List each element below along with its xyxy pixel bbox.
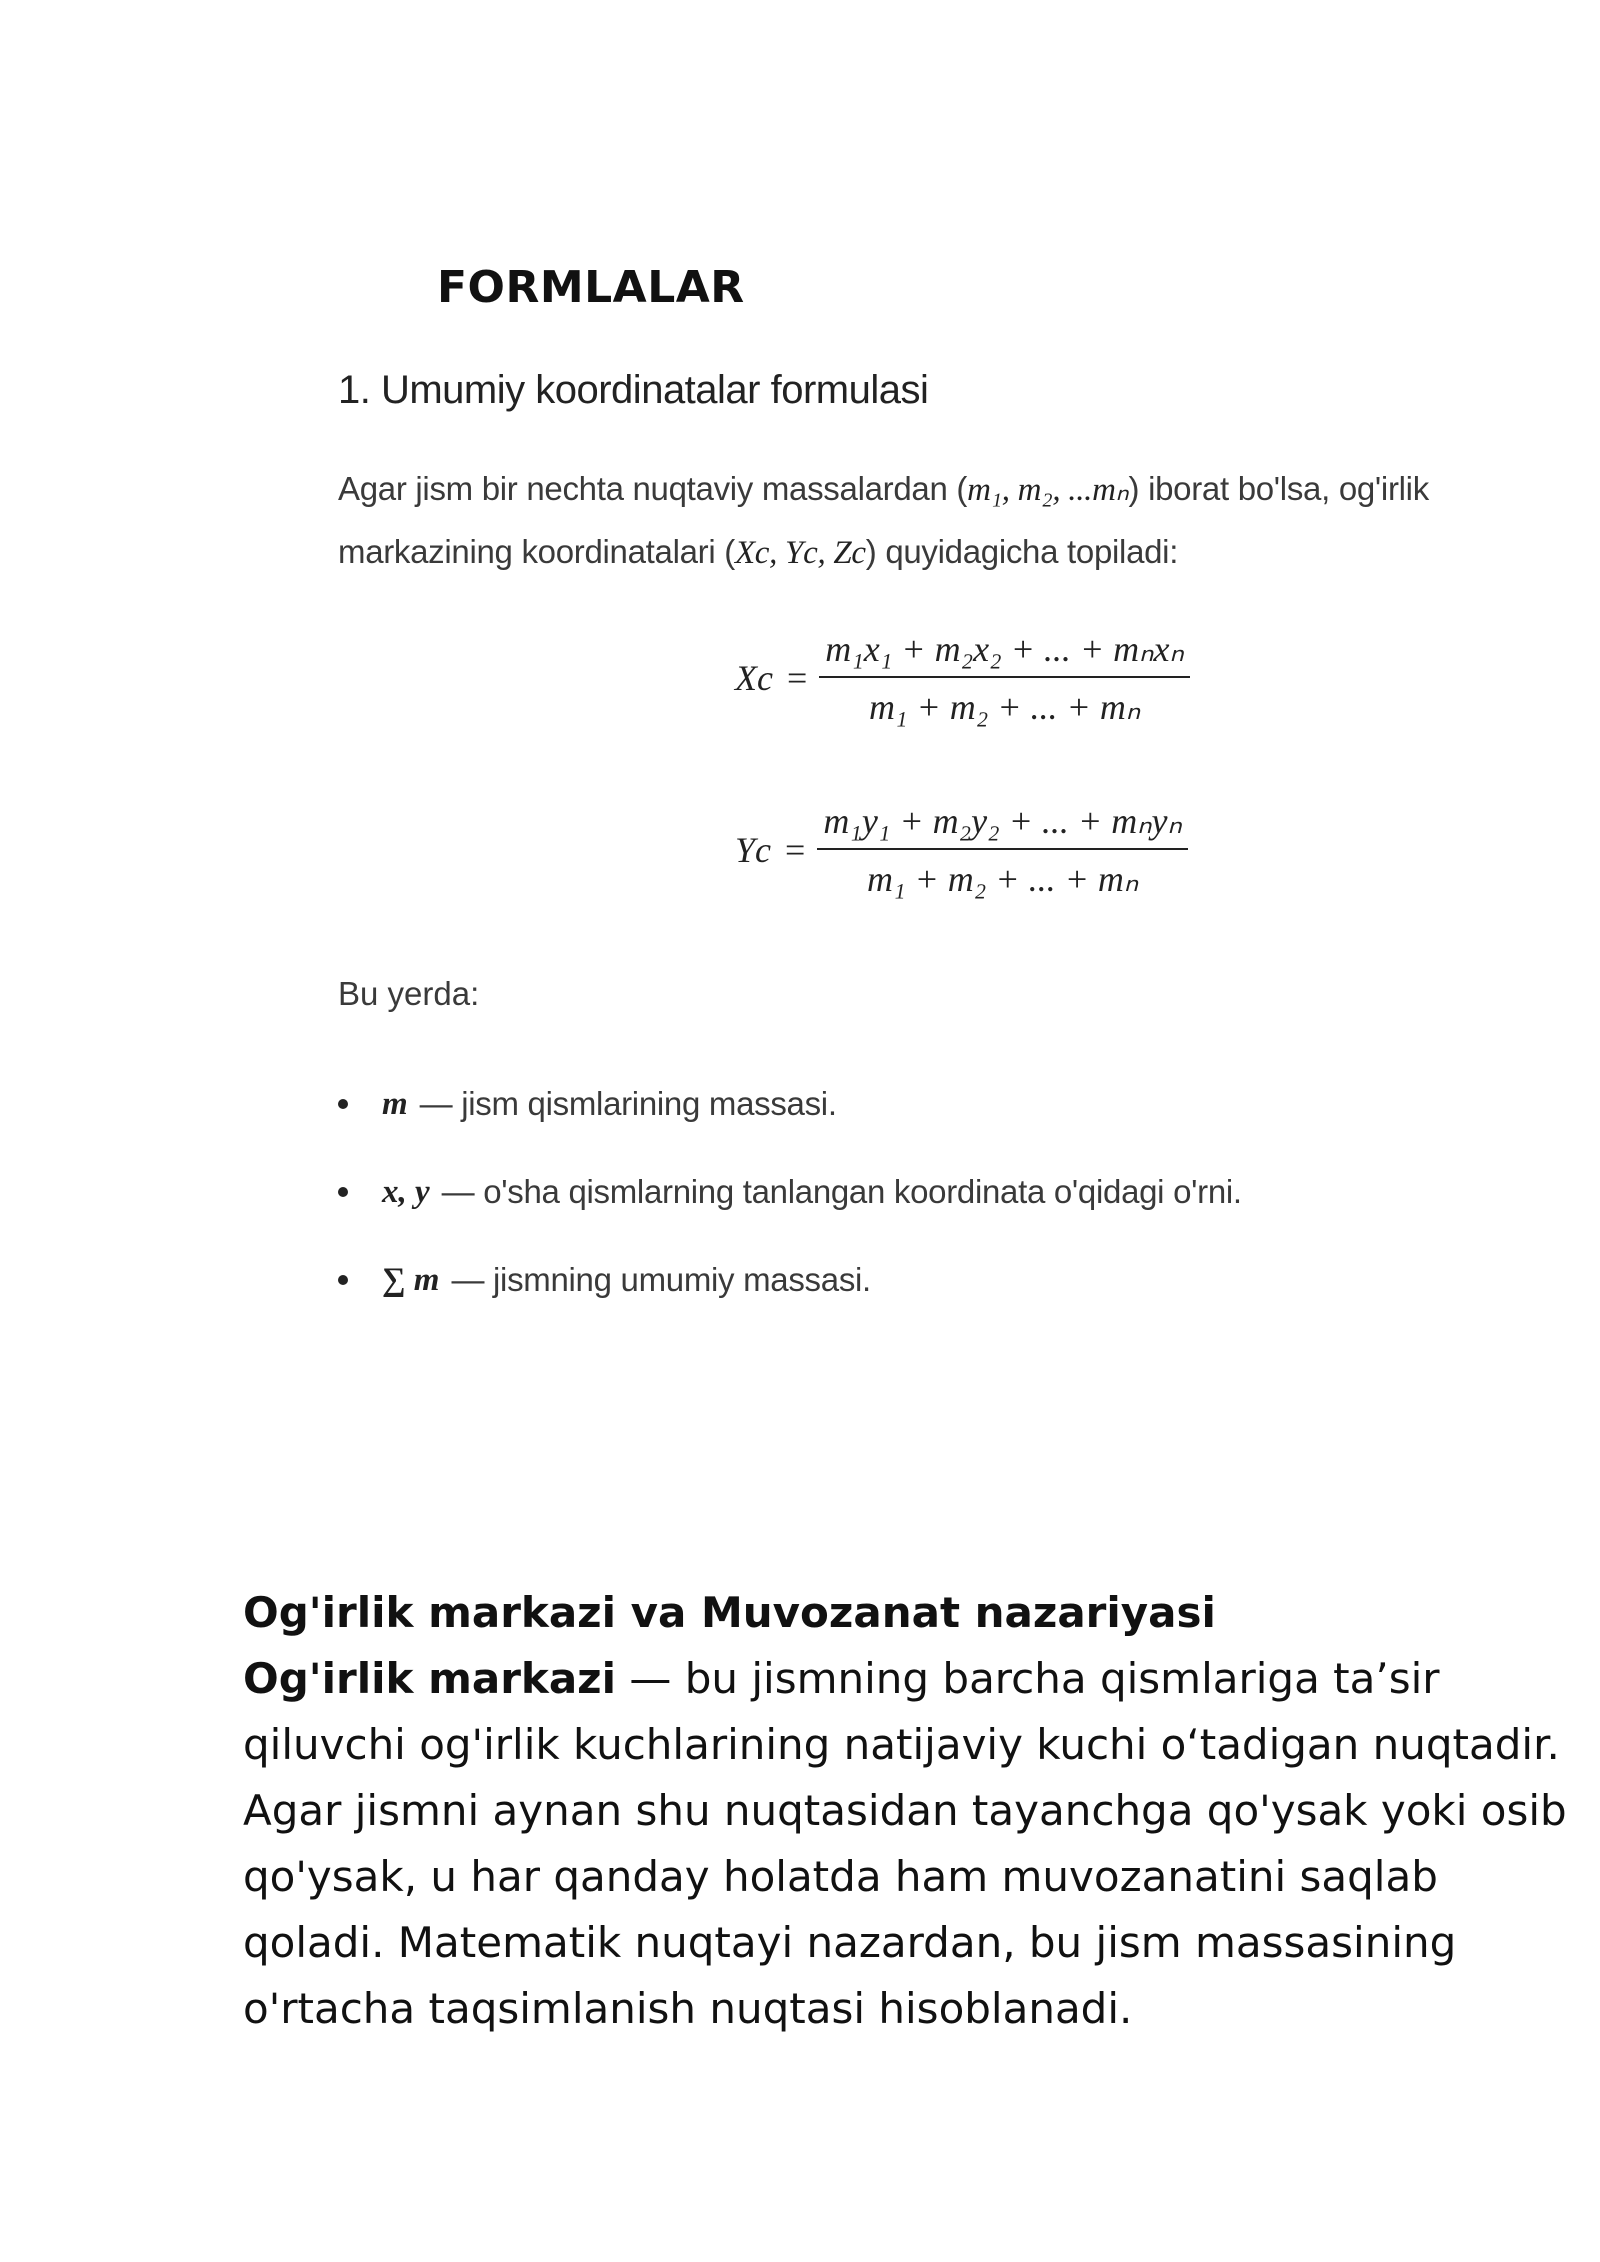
list-item <box>338 1236 1242 1324</box>
formula-y-center <box>735 800 1188 900</box>
definition-text: — o'sha qismlarning tanlangan koordinata o'qidagi o'rni. <box>441 1173 1242 1210</box>
definition-list <box>338 1060 1242 1324</box>
definition-text: — jismning umumiy massasi. <box>451 1261 871 1298</box>
intro-paragraph <box>338 458 1429 584</box>
mass-list-math: m₁, m₂, ...mₙ <box>967 472 1129 508</box>
formula-x-denominator: m₁ + m₂ + ... + mₙ <box>868 687 1141 727</box>
formula-image-block <box>338 360 1458 1360</box>
definition-symbol: x, y <box>382 1173 430 1210</box>
intro-line-2-text-a: markazining koordinatalari ( <box>338 533 735 570</box>
theory-body-text: — bu jismning barcha qismlariga ta’sir qiluvchi og'irlik kuchlarining natijaviy kuchi o‘tadigan nuqtadir. Agar jismni aynan shu nuqtasidan tayanchga qo'ysak yoki osib qo'ysak, u har qanday holatda ham muvozanatini saqlab qoladi. Matematik nuqtayi nazardan, bu jism massasining o'rtacha taqsimlanish nuqtasi hisoblanadi. <box>243 1654 1567 2033</box>
formula-x-lhs: Xc <box>735 658 773 698</box>
definition-symbol: m <box>382 1085 408 1122</box>
theory-lead-term: Og'irlik markazi <box>243 1654 617 1703</box>
definition-symbol: ∑ m <box>382 1261 440 1298</box>
theory-paragraph <box>243 1646 1588 2042</box>
formula-x-numerator: m₁x₁ + m₂x₂ + ... + mₙxₙ <box>825 629 1184 669</box>
where-label: Bu yerda: <box>338 975 480 1012</box>
bullet-icon <box>338 1099 348 1109</box>
intro-line-1 <box>338 458 1429 521</box>
formula-x-fraction <box>819 628 1190 728</box>
intro-line-1-text-b: ) iborat bo'lsa, og'irlik <box>1128 470 1429 507</box>
theory-heading: Og'irlik markazi va Muvozanat nazariyasi <box>243 1588 1216 1637</box>
section-heading: 1. Umumiy koordinatalar formulasi <box>338 368 929 412</box>
equals-sign: = <box>785 830 806 870</box>
list-item <box>338 1060 1242 1148</box>
bullet-icon <box>338 1187 348 1197</box>
intro-line-2-text-b: ) quyidagicha topiladi: <box>865 533 1179 570</box>
equals-sign: = <box>786 658 808 698</box>
formula-y-fraction <box>817 800 1188 900</box>
coordinate-list-math: Xc, Yc, Zc <box>734 535 866 571</box>
formula-y-numerator: m₁y₁ + m₂y₂ + ... + mₙyₙ <box>823 801 1182 841</box>
theory-section <box>243 1580 1588 2042</box>
intro-line-2 <box>338 521 1429 584</box>
formula-y-denominator: m₁ + m₂ + ... + mₙ <box>866 859 1139 899</box>
document-title: FORMLALAR <box>437 262 745 313</box>
intro-line-1-text-a: Agar jism bir nechta nuqtaviy massalardan ( <box>338 470 968 507</box>
list-item <box>338 1148 1242 1236</box>
formula-y-lhs: Yc <box>735 830 771 870</box>
formula-x-center <box>735 628 1190 728</box>
definition-text: — jism qismlarining massasi. <box>419 1085 837 1122</box>
bullet-icon <box>338 1275 348 1285</box>
